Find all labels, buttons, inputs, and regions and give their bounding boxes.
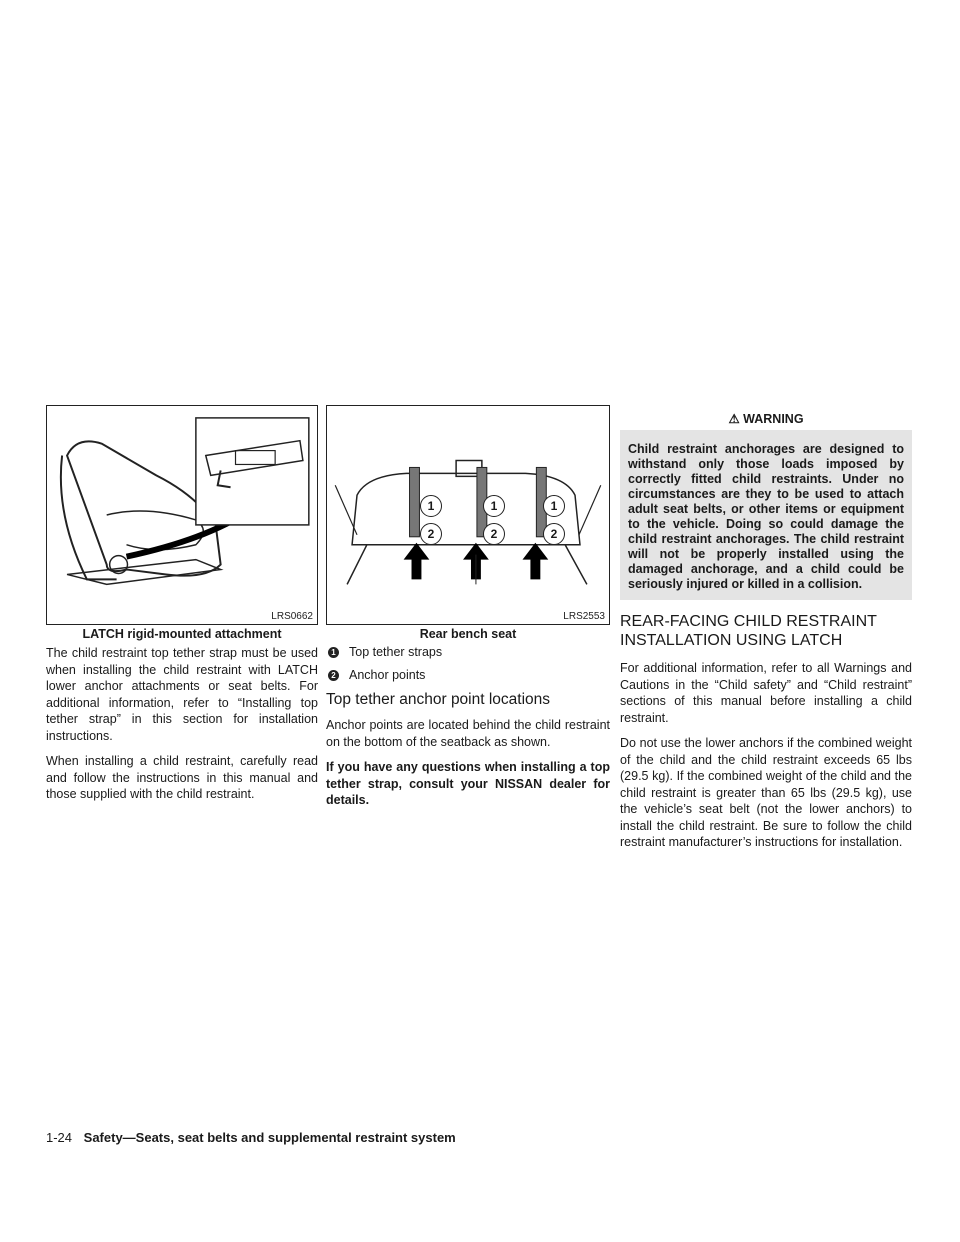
column-middle [326,405,610,818]
paragraph: For additional information, refer to all Warnings and Cautions in the “Child safety” and “Child restraint” sections of this manual before installing a child restraint. [620,661,912,725]
marker-1: 1 [420,495,442,517]
section-heading: REAR-FACING CHILD RESTRAINT INSTALLATION USING LATCH [620,613,877,649]
figure-code: LRS2553 [563,611,605,622]
legend-number: 2 [328,670,339,681]
figure-caption: Rear bench seat [419,627,517,641]
page-footer [46,1130,456,1145]
section-heading: Top tether anchor point locations [326,691,551,708]
column-left [46,405,318,812]
latch-figure [46,405,318,625]
warning-text: Child restraint anchorages are designed to withstand only those loads imposed by correctly fitted child restraints. Under no circumstances are they to be used to attach adult seat belts, or other items or equipment to the vehicle. Doing so could damage the child restraint anchorages. The child restraint will not be properly installed using the damaged anchorage, and a child could be seriously injured or killed in a collision. [628,442,904,591]
marker-2: 2 [420,523,442,545]
paragraph: The child restraint top tether strap must be used when installing the child restraint with LATCH lower anchor attachments or seat belts. For additional information, refer to “Installing top tether strap” in this section for installation instructions. [46,646,318,743]
legend-item [326,668,610,682]
paragraph-bold: If you have any questions when installing a top tether strap, consult your NISSAN dealer for details. [326,760,610,807]
warning-title: WARNING [743,412,804,426]
bench-figure [326,405,610,625]
paragraph: Do not use the lower anchors if the combined weight of the child and the child restraint exceeds 65 lbs (29.5 kg). If the combined weight of the child and the child restraint is greater than 65 lbs (29.5 kg), use the vehicle’s seat belt (not the lower anchors) to install the child restraint. Be sure to follow the child restraint manufacturer’s instructions for installation. [620,736,912,849]
column-right [620,405,912,860]
marker-2: 2 [543,523,565,545]
warning-box [620,405,912,600]
marker-1: 1 [543,495,565,517]
legend-label: Anchor points [349,668,426,682]
footer-title: Safety—Seats, seat belts and supplemental restraint system [83,1130,456,1145]
paragraph: Anchor points are located behind the child restraint on the bottom of the seatback as shown. [326,718,610,749]
marker-1: 1 [483,495,505,517]
warning-triangle-icon: ⚠ [728,412,740,426]
legend-number: 1 [328,647,339,658]
figure-code: LRS0662 [271,611,313,622]
page-number: 1-24 [46,1130,73,1145]
figure-caption: LATCH rigid-mounted attachment [82,627,282,641]
warning-header [620,405,912,434]
latch-illustration [47,406,317,624]
marker-2: 2 [483,523,505,545]
legend-item [326,645,610,659]
bench-illustration [327,406,609,624]
paragraph: When installing a child restraint, carefully read and follow the instructions in this manual and those supplied with the child restraint. [46,754,318,801]
legend-label: Top tether straps [349,645,443,659]
